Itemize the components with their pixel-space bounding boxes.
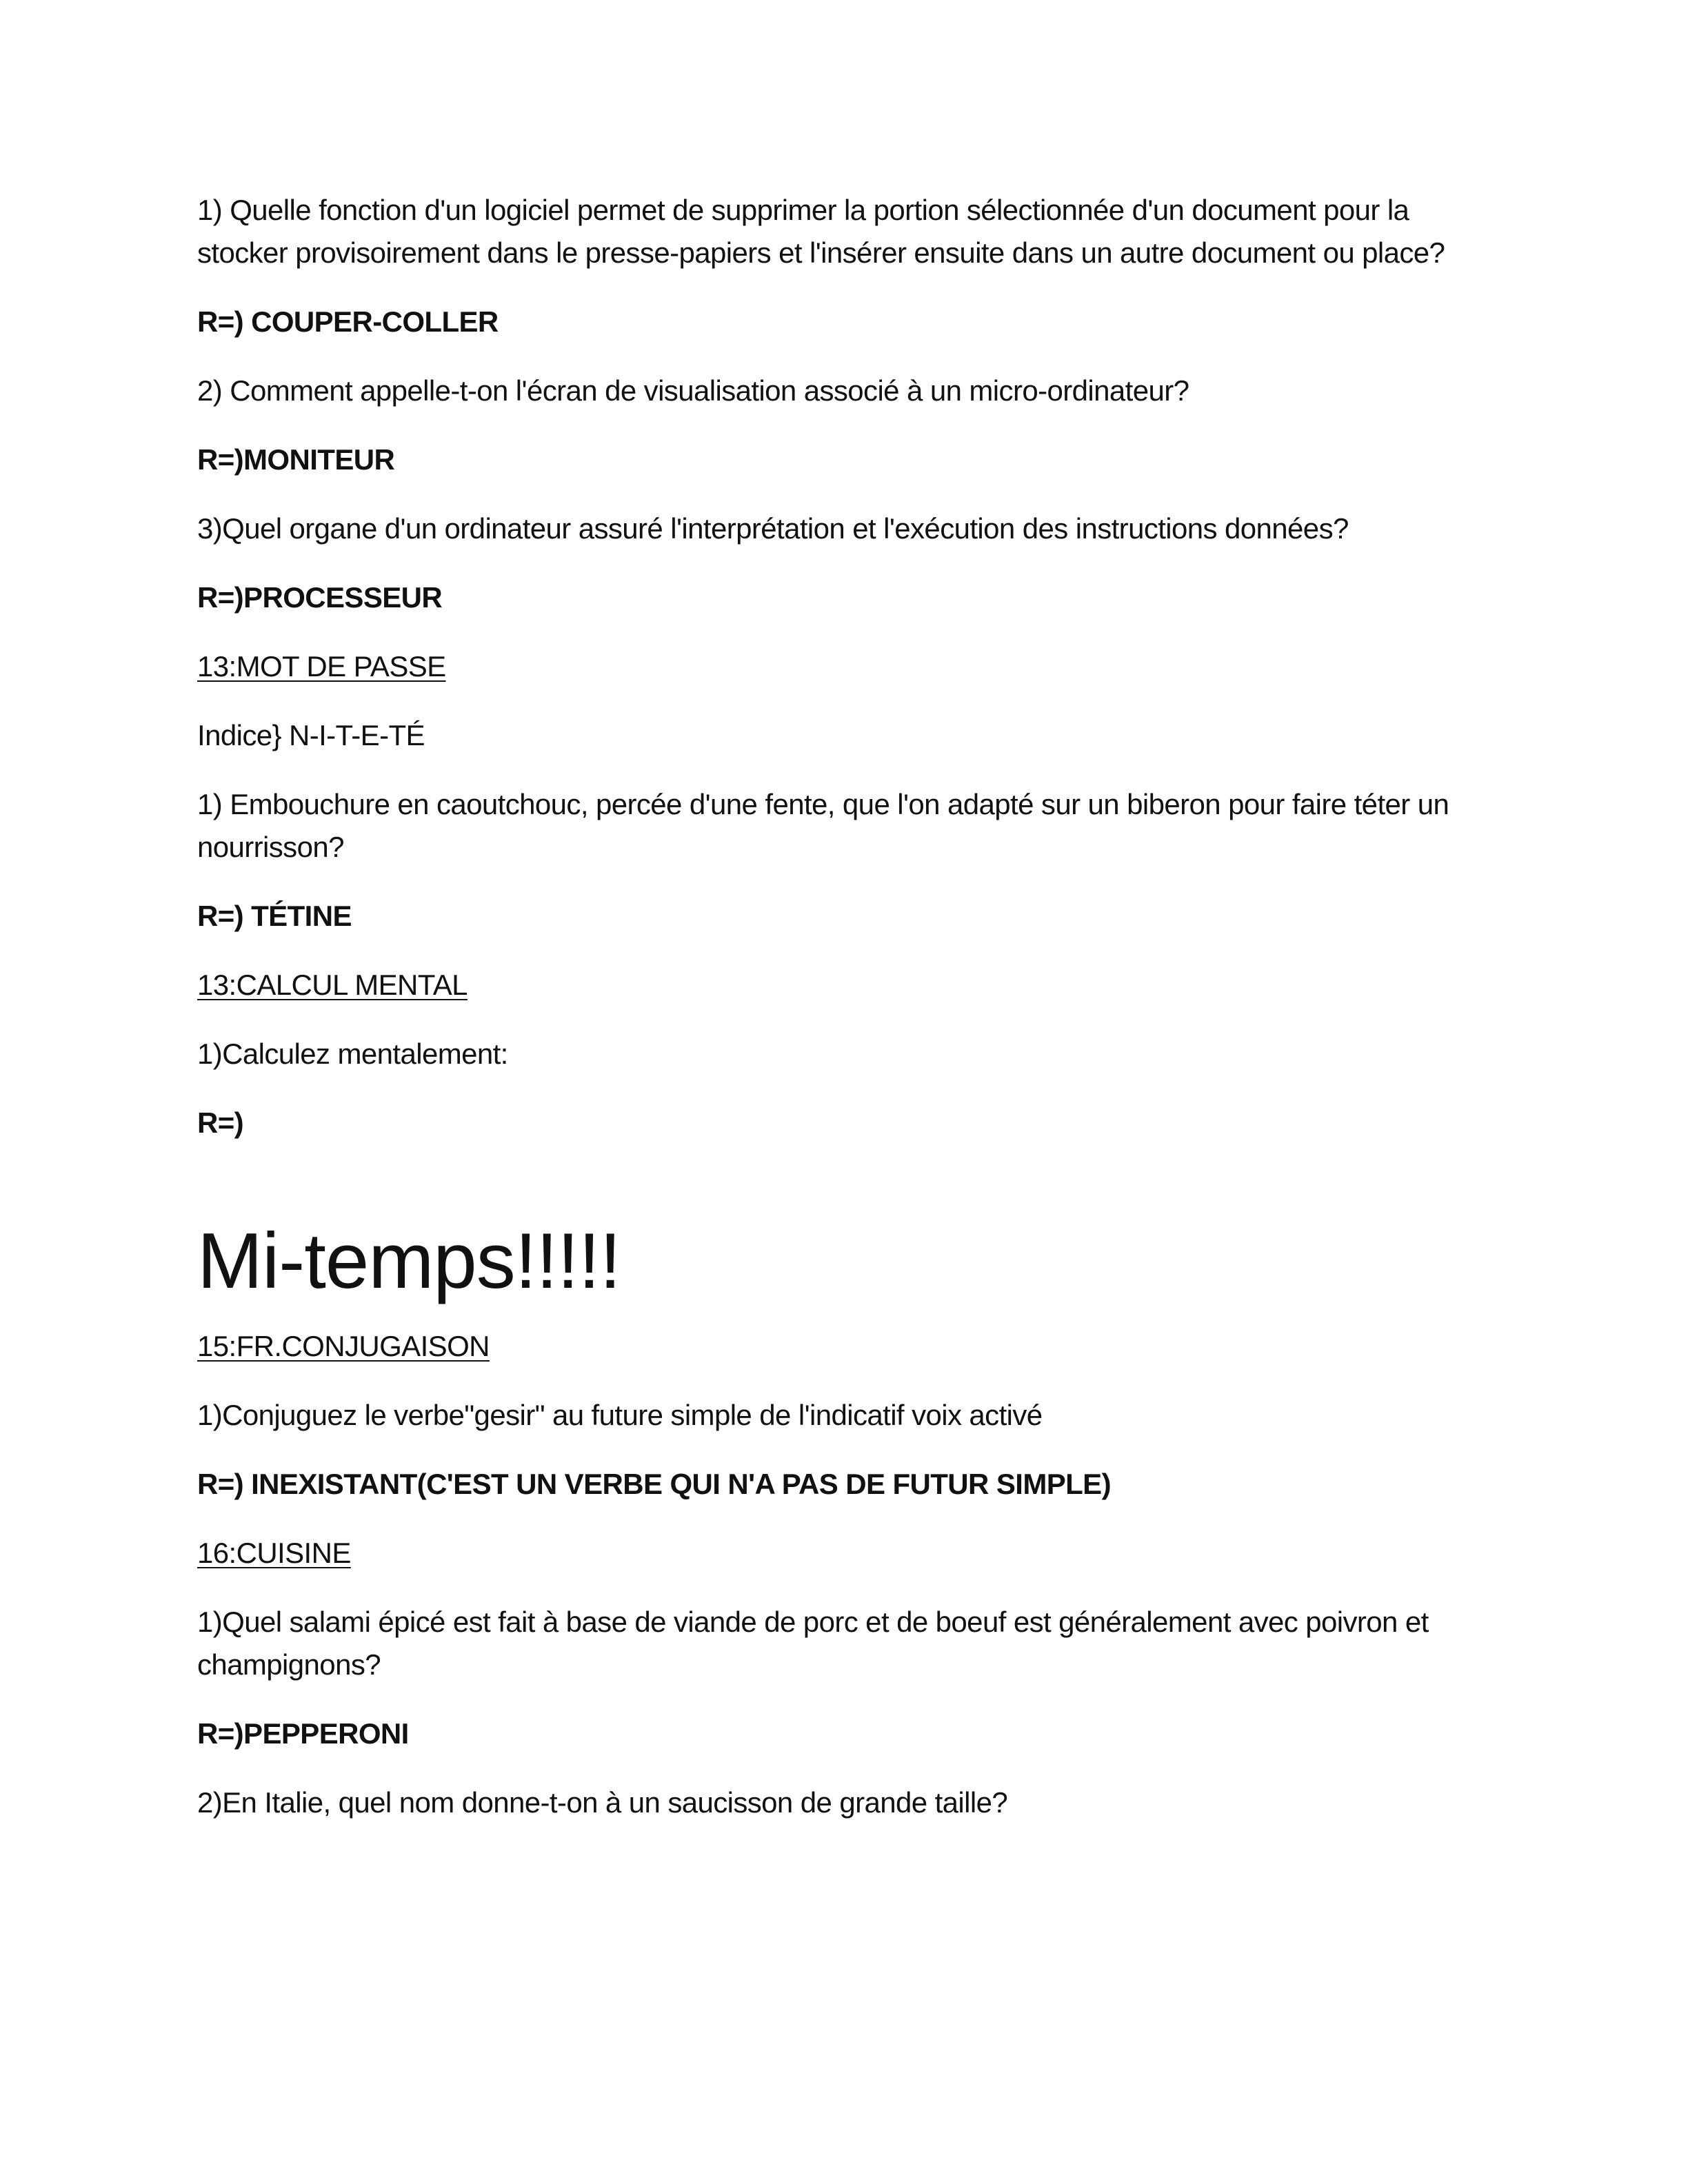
answer-paragraph: R=) TÉTINE <box>197 900 352 932</box>
section-heading: 15:FR.CONJUGAISON <box>197 1330 490 1362</box>
answer-paragraph: R=) INEXISTANT(C'EST UN VERBE QUI N'A PAS DE FUTUR SIMPLE) <box>197 1468 1111 1500</box>
question-paragraph: 1) Embouchure en caoutchouc, percée d'une fente, que l'on adapté sur un biberon pour faire téter un nourrisson? <box>197 788 1449 863</box>
section-heading: 13:CALCUL MENTAL <box>197 969 468 1001</box>
answer-paragraph: R=)PROCESSEUR <box>197 581 443 614</box>
question-paragraph: 1)Quel salami épicé est fait à base de viande de porc et de boeuf est généralement avec poivron et champignons? <box>197 1606 1429 1681</box>
answer-paragraph: R=)MONITEUR <box>197 443 395 476</box>
answer-paragraph: R=) <box>197 1106 244 1139</box>
question-paragraph: 3)Quel organe d'un ordinateur assuré l'interprétation et l'exécution des instructions données? <box>197 512 1349 545</box>
question-paragraph: 1)Calculez mentalement: <box>197 1038 508 1070</box>
question-paragraph: 1)Conjuguez le verbe"gesir" au future simple de l'indicatif voix activé <box>197 1399 1043 1431</box>
question-paragraph: 2)En Italie, quel nom donne-t-on à un saucisson de grande taille? <box>197 1786 1008 1819</box>
hint-paragraph: Indice} N-I-T-E-TÉ <box>197 719 425 751</box>
answer-paragraph: R=)PEPPERONI <box>197 1717 409 1750</box>
section-heading: 16:CUISINE <box>197 1537 351 1569</box>
question-paragraph: 2) Comment appelle-t-on l'écran de visualisation associé à un micro-ordinateur? <box>197 374 1189 407</box>
question-paragraph: 1) Quelle fonction d'un logiciel permet de supprimer la portion sélectionnée d'un document pour la stocker provisoirement dans le presse-papiers et l'insérer ensuite dans un autre document ou place? <box>197 194 1445 269</box>
answer-paragraph: R=) COUPER-COLLER <box>197 305 499 338</box>
section-heading: 13:MOT DE PASSE <box>197 650 446 682</box>
document-body <box>197 189 1494 1850</box>
halftime-title: Mi-temps!!!!! <box>197 1217 621 1305</box>
